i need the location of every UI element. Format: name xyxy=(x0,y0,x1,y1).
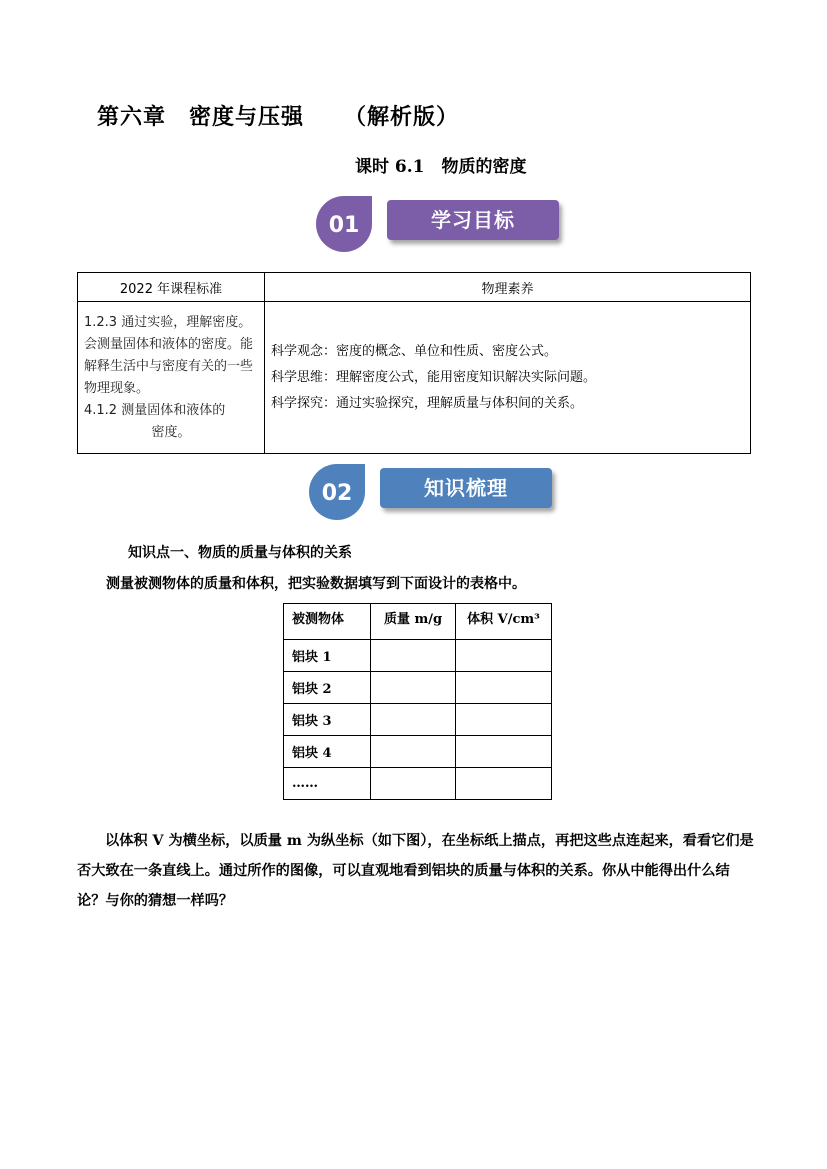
section-number-badge-icon xyxy=(306,462,368,520)
section-number-badge-icon xyxy=(313,194,375,252)
table-cell xyxy=(371,672,456,704)
literacy-item: 科学观念：密度的概念、单位和性质、密度公式。 xyxy=(271,343,558,359)
table-cell: 铝块 4 xyxy=(284,736,371,768)
data-table xyxy=(283,603,552,800)
table-row xyxy=(284,672,552,704)
literacy-item: 科学探究：通过实验探究，理解质量与体积间的关系。 xyxy=(271,395,584,411)
table-row xyxy=(284,736,552,768)
section-label: 知识梳理 xyxy=(380,468,552,508)
table-cell: 铝块 3 xyxy=(284,704,371,736)
standard-item: 1.2.3 通过实验，理解密度。会测量固体和液体的密度。能解释生活中与密度有关的一些物理现象。 xyxy=(84,314,254,396)
table-cell: …… xyxy=(284,768,371,800)
table-header-row xyxy=(284,604,552,640)
knowledge-point-heading: 知识点一、物质的质量与体积的关系 xyxy=(128,545,352,561)
table-cell xyxy=(371,736,456,768)
section-banner-knowledge xyxy=(306,462,566,524)
body-paragraph: 以体积 V 为横坐标，以质量 m 为纵坐标（如下图），在坐标纸上描点，再把这些点连起来，看看它们是否大致在一条直线上。通过所作的图像，可以直观地看到铝块的质量与体积的关系。你从中能得出什么结论？与你的猜想一样吗？ xyxy=(77,833,754,909)
table-cell xyxy=(371,768,456,800)
section-number: 01 xyxy=(328,213,360,238)
table-cell xyxy=(456,672,552,704)
table-cell xyxy=(456,640,552,672)
table-cell: 铝块 1 xyxy=(284,640,371,672)
goals-header-literacy: 物理素养 xyxy=(265,273,751,302)
literacy-item: 科学思维：理解密度公式，能用密度知识解决实际问题。 xyxy=(271,369,597,385)
table-header: 被测物体 xyxy=(284,604,371,640)
table-cell xyxy=(371,704,456,736)
goals-table xyxy=(77,272,751,454)
table-row xyxy=(284,704,552,736)
section-banner-goals xyxy=(313,194,573,256)
chapter-title-text: 第六章 密度与压强 xyxy=(97,104,305,130)
table-cell: 铝块 2 xyxy=(284,672,371,704)
version-label: （解析版） xyxy=(344,104,460,130)
table-header: 质量 m/g xyxy=(371,604,456,640)
table-row xyxy=(284,640,552,672)
section-number: 02 xyxy=(321,481,353,506)
table-cell xyxy=(456,768,552,800)
instruction-text: 测量被测物体的质量和体积，把实验数据填写到下面设计的表格中。 xyxy=(106,576,526,592)
goals-header-standard: 2022 年课程标准 xyxy=(78,273,265,302)
table-cell xyxy=(456,736,552,768)
table-header: 体积 V/cm³ xyxy=(456,604,552,640)
standard-item: 密度。 xyxy=(151,424,191,440)
table-cell xyxy=(371,640,456,672)
table-cell xyxy=(456,704,552,736)
chapter-title xyxy=(97,100,459,131)
table-row xyxy=(284,768,552,800)
standard-item: 4.1.2 测量固体和液体的 xyxy=(84,402,226,418)
goals-standards xyxy=(78,302,265,454)
section-label: 学习目标 xyxy=(387,200,559,240)
goals-literacy xyxy=(265,302,751,454)
lesson-title: 课时 6.1 物质的密度 xyxy=(355,157,527,177)
